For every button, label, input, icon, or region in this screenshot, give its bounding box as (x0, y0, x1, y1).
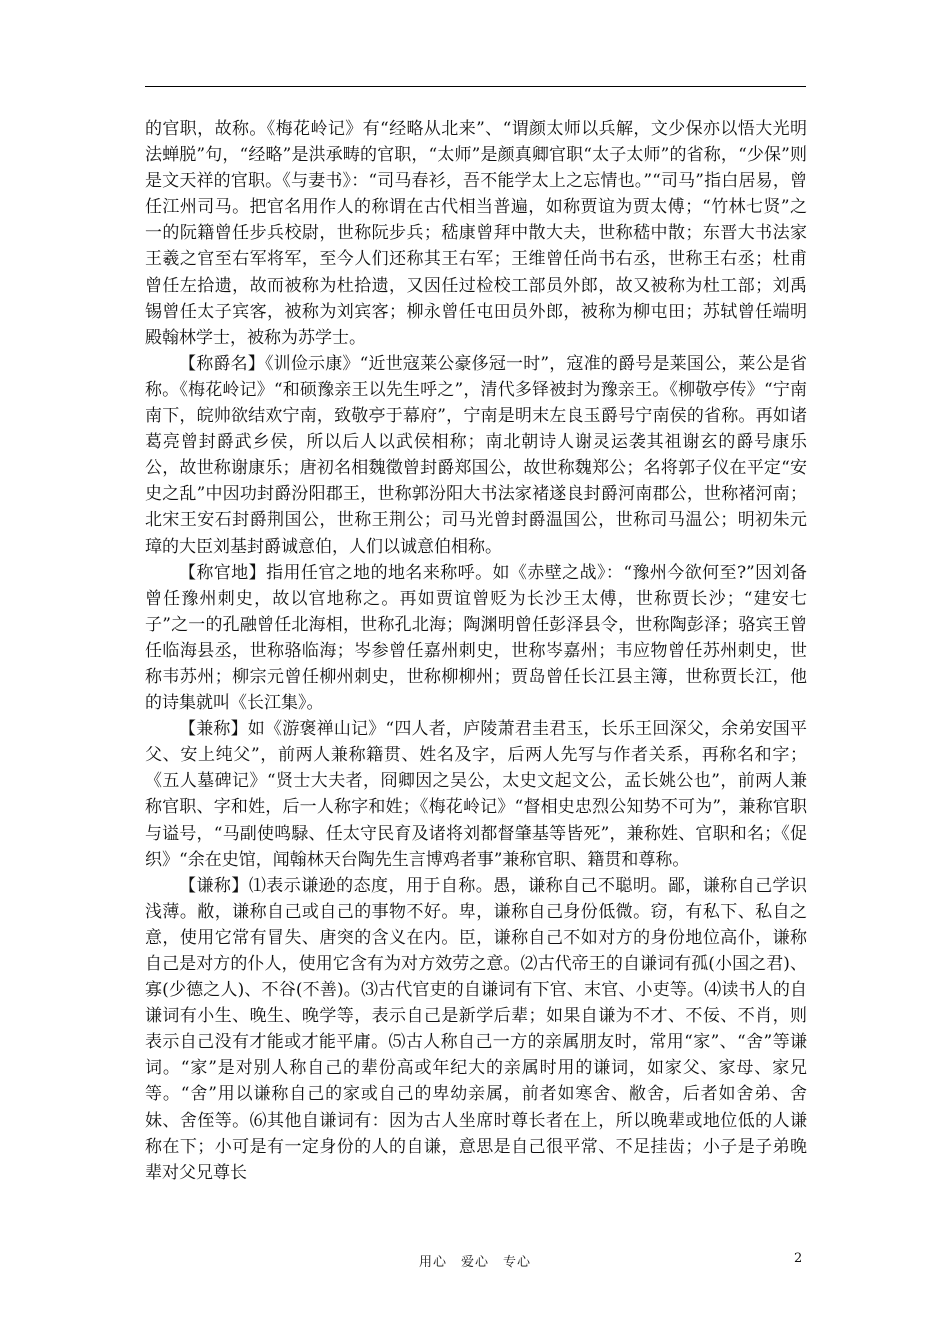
page-number: 2 (794, 1251, 803, 1266)
paragraph-noble-title: 【称爵名】《训俭示康》“近世寇莱公豪侈冠一时”，寇准的爵号是莱国公，莱公是省称。《梅花岭记》“和硕豫亲王以先生呼之”，清代多铎被封为豫亲王。《柳敬亭传》“宁南南下，皖帅欲结欢宁南，致敬亭于幕府”，宁南是明末左良玉爵号宁南侯的省称。再如诸葛亮曾封爵武乡侯，所以后人以武侯相称；南北朝诗人谢灵运袭其祖谢玄的爵号康乐公，故世称谢康乐；唐初名相魏徵曾封爵郑国公，故世称魏郑公；名将郭子仪在平定“安史之乱”中因功封爵汾阳郡王，世称郭汾阳大书法家褚遂良封爵河南郡公，世称褚河南；北宋王安石封爵荆国公，世称王荆公；司马光曾封爵温国公，世称司马温公；明初朱元璋的大臣刘基封爵诚意伯，人们以诚意伯相称。 (145, 353, 807, 557)
paragraph-official-title: 的官职，故称。《梅花岭记》有“经略从北来”、“谓颜太师以兵解，文少保亦以悟大光明法蝉脱”句，“经略”是洪承畴的官职，“太师”是颜真卿官职“太子太师”的省称，“少保”则是文天祥的官职。《与妻书》：“司马春衫，吾不能学太上之忘情也。”“司马”指白居易，曾任江州司马。把官名用作人的称谓在古代相当普遍，如称贾谊为贾太傅；“竹林七贤”之一的阮籍曾任步兵校尉，世称阮步兵；嵇康曾拜中散大夫，世称嵇中散；东晋大书法家王羲之官至右军将军，至今人们还称其王右军；王维曾任尚书右丞，世称王右丞；杜甫曾任左拾遗，故而被称为杜拾遗，又因任过检校工部员外郎，故又被称为杜工部；刘禹锡曾任太子宾客，被称为刘宾客；柳永曾任屯田员外郎，被称为柳屯田；苏轼曾任端明殿翰林学士，被称为苏学士。 (145, 119, 807, 348)
paragraph-combined-title: 【兼称】如《游褒禅山记》“四人者，庐陵萧君圭君玉，长乐王回深父，余弟安国平父、安上纯父”，前两人兼称籍贯、姓名及字，后两人先写与作者关系，再称名和字；《五人墓碑记》“贤士大夫者，冏卿因之吴公，太史文起文公，孟长姚公也”，前两人兼称官职、字和姓，后一人称字和姓；《梅花岭记》“督相史忠烈公知势不可为”，兼称官职与谥号，“马副使鸣騄、任太守民育及诸将刘都督肇基等皆死”，兼称姓、官职和名；《促织》“余在史馆，闻翰林天台陶先生言博鸡者事”兼称官职、籍贯和尊称。 (145, 719, 807, 870)
document-body (145, 116, 807, 1186)
paragraph-humble-title: 【谦称】⑴表示谦逊的态度，用于自称。愚，谦称自己不聪明。鄙，谦称自己学识浅薄。敝，谦称自己或自己的事物不好。卑，谦称自己身份低微。窃，有私下、私自之意，使用它常有冒失、唐突的含义在内。臣，谦称自己不如对方的身份地位高仆，谦称自己是对方的仆人，使用它含有为对方效劳之意。⑵古代帝王的自谦词有孤(小国之君)、寡(少德之人)、不谷(不善)。⑶古代官吏的自谦词有下官、末官、小吏等。⑷读书人的自谦词有小生、晚生、晚学等，表示自己是新学后辈；如果自谦为不才、不佞、不肖，则表示自己没有才能或才能平庸。⑸古人称自己一方的亲属朋友时，常用“家”、“舍”等谦词。“家”是对别人称自己的辈份高或年纪大的亲属时用的谦词，如家父、家母、家兄等。“舍”用以谦称自己的家或自己的卑幼亲属，前者如寒舍、敝舍，后者如舍弟、舍妹、舍侄等。⑹其他自谦词有：因为古人坐席时尊长者在上，所以晚辈或地位低的人谦称在下；小可是有一定身份的人的自谦，意思是自己很平常、不足挂齿；小子是子弟晚辈对父兄尊长 (145, 875, 807, 1183)
header-rule (145, 86, 806, 87)
paragraph-office-place: 【称官地】指用任官之地的地名来称呼。如《赤壁之战》：“豫州今欲何至?”因刘备曾任豫州刺史，故以官地称之。再如贾谊曾贬为长沙王太傅，世称贾长沙；“建安七子”之一的孔融曾任北海相，世称孔北海；陶渊明曾任彭泽县令，世称陶彭泽；骆宾王曾任临海县丞，世称骆临海；岑参曾任嘉州刺史，世称岑嘉州；韦应物曾任苏州刺史，世称韦苏州；柳宗元曾任柳州刺史，世称柳柳州；贾岛曾任长江县主簿，世称贾长江，他的诗集就叫《长江集》。 (145, 562, 807, 714)
footer-motto: 用心 爱心 专心 (418, 1255, 531, 1270)
